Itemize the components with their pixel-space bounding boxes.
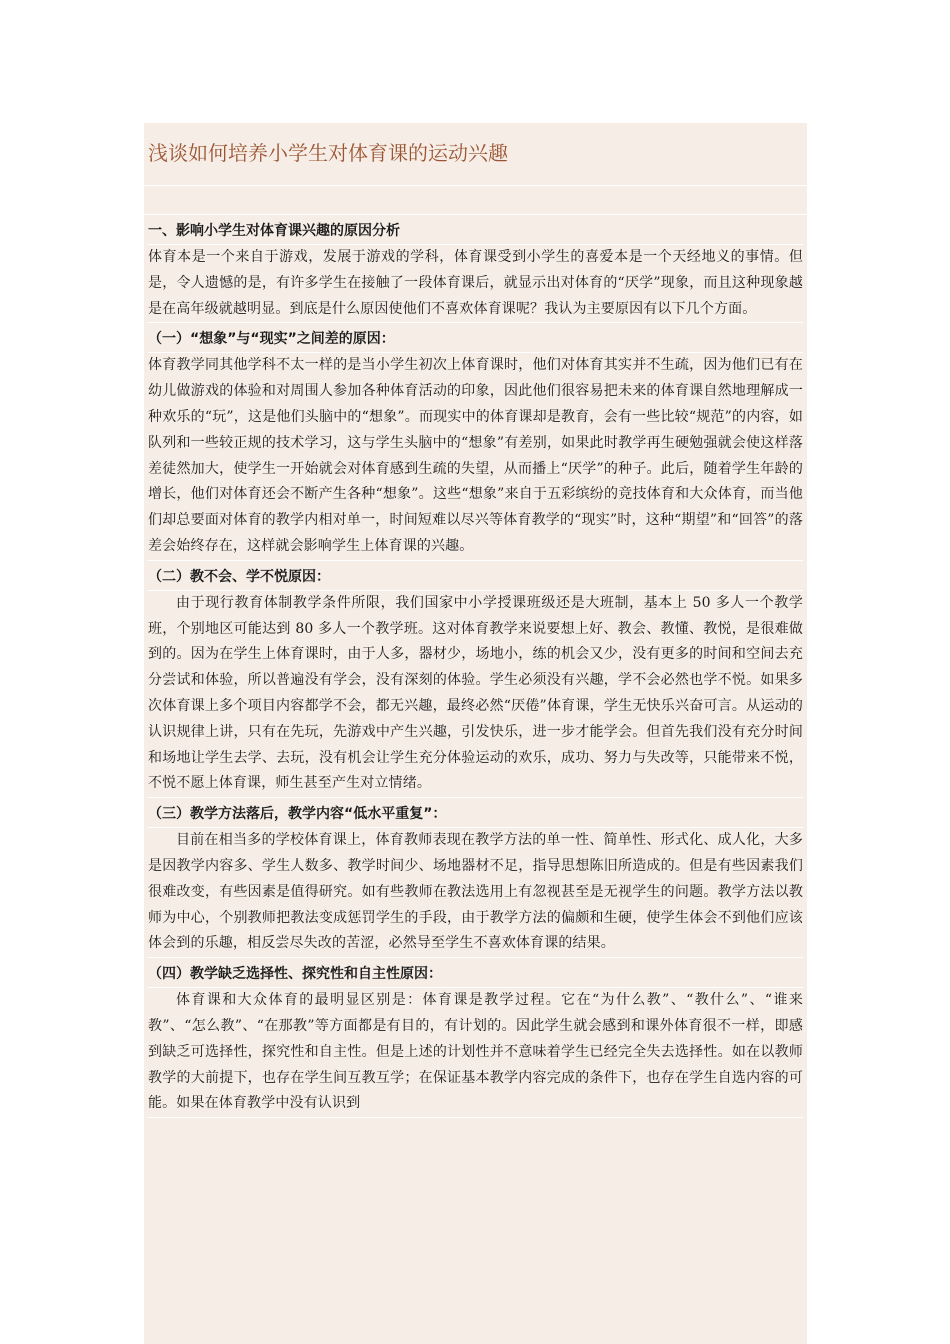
- section-heading: 一、影响小学生对体育课兴趣的原因分析: [148, 215, 803, 245]
- subsection-heading-3: （三）教学方法落后，教学内容“低水平重复”：: [148, 798, 803, 828]
- document-page: [144, 123, 807, 1344]
- section-intro-paragraph: 体育本是一个来自于游戏，发展于游戏的学科，体育课受到小学生的喜爱本是一个天经地义的事情。但是，令人遗憾的是，有许多学生在接触了一段体育课后，就显示出对体育的“厌学”现象，而且这种现象越是在高年级就越明显。到底是什么原因使他们不喜欢体育课呢？我认为主要原因有以下几个方面。: [148, 245, 803, 323]
- document-body: [144, 215, 807, 1118]
- document-title: 浅谈如何培养小学生对体育课的运动兴趣: [148, 141, 508, 165]
- title-spacer: [144, 185, 807, 215]
- subsection-paragraph-1: 体育教学同其他学科不太一样的是当小学生初次上体育课时，他们对体育其实并不生疏，因为他们已有在幼儿做游戏的体验和对周围人参加各种体育活动的印象，因此他们很容易把未来的体育课自然地理解成一种欢乐的“玩”，这是他们头脑中的“想象”。而现实中的体育课却是教育，会有一些比较“规范”的内容，如队列和一些较正规的技术学习，这与学生头脑中的“想象”有差别，如果此时教学再生硬勉强就会使这样落差徒然加大，使学生一开始就会对体育感到生疏的失望，从而播上“厌学”的种子。此后，随着学生年龄的增长，他们对体育还会不断产生各种“想象”。这些“想象”来自于五彩缤纷的竞技体育和大众体育，而当他们却总要面对体育的教学内相对单一，时间短难以尽兴等体育教学的“现实”时，这种“期望”和“回答”的落差会始终存在，这样就会影响学生上体育课的兴趣。: [148, 353, 803, 560]
- subsection-paragraph-3: 目前在相当多的学校体育课上，体育教师表现在教学方法的单一性、简单性、形式化、成人化，大多是因教学内容多、学生人数多、教学时间少、场地器材不足，指导思想陈旧所造成的。但是有些因素我们很难改变，有些因素是值得研究。如有些教师在教法选用上有忽视甚至是无视学生的问题。教学方法以教师为中心，个别教师把教法变成惩罚学生的手段，由于教学方法的偏颇和生硬，使学生体会不到他们应该体会到的乐趣，相反尝尽失改的苦涩，必然导至学生不喜欢体育课的结果。: [148, 828, 803, 958]
- subsection-heading-1: （一）“想象”与“现实”之间差的原因：: [148, 323, 803, 353]
- subsection-heading-4: （四）教学缺乏选择性、探究性和自主性原因：: [148, 958, 803, 988]
- subsection-paragraph-2: 由于现行教育体制教学条件所限，我们国家中小学授课班级还是大班制，基本上 50 多人一个教学班，个别地区可能达到 80 多人一个教学班。这对体育教学来说要想上好、教会、教懂、教悦，是很难做到的。因为在学生上体育课时，由于人多，器材少，场地小，练的机会又少，没有更多的时间和空间去充分尝试和体验，所以普遍没有学会，没有深刻的体验。学生必须没有兴趣，学不会必然也学不悦。如果多次体育课上多个项目内容都学不会，都无兴趣，最终必然“厌倦”体育课，学生无快乐兴奋可言。从运动的认识规律上讲，只有在先玩，先游戏中产生兴趣，引发快乐，进一步才能学会。但首先我们没有充分时间和场地让学生去学、去玩，没有机会让学生充分体验运动的欢乐，成功、努力与失改等，只能带来不悦，不悦不愿上体育课，师生甚至产生对立情绪。: [148, 591, 803, 798]
- subsection-paragraph-4: 体育课和大众体育的最明显区别是：体育课是教学过程。它在“为什么教”、“教什么”、“谁来教”、“怎么教”、“在那教”等方面都是有目的，有计划的。因此学生就会感到和课外体育很不一样，即感到缺乏可选择性，探究性和自主性。但是上述的计划性并不意味着学生已经完全失去选择性。如在以教师教学的大前提下，也存在学生间互教互学；在保证基本教学内容完成的条件下，也存在学生自选内容的可能。如果在体育教学中没有认识到: [148, 988, 803, 1118]
- subsection-heading-2: （二）教不会、学不悦原因：: [148, 561, 803, 591]
